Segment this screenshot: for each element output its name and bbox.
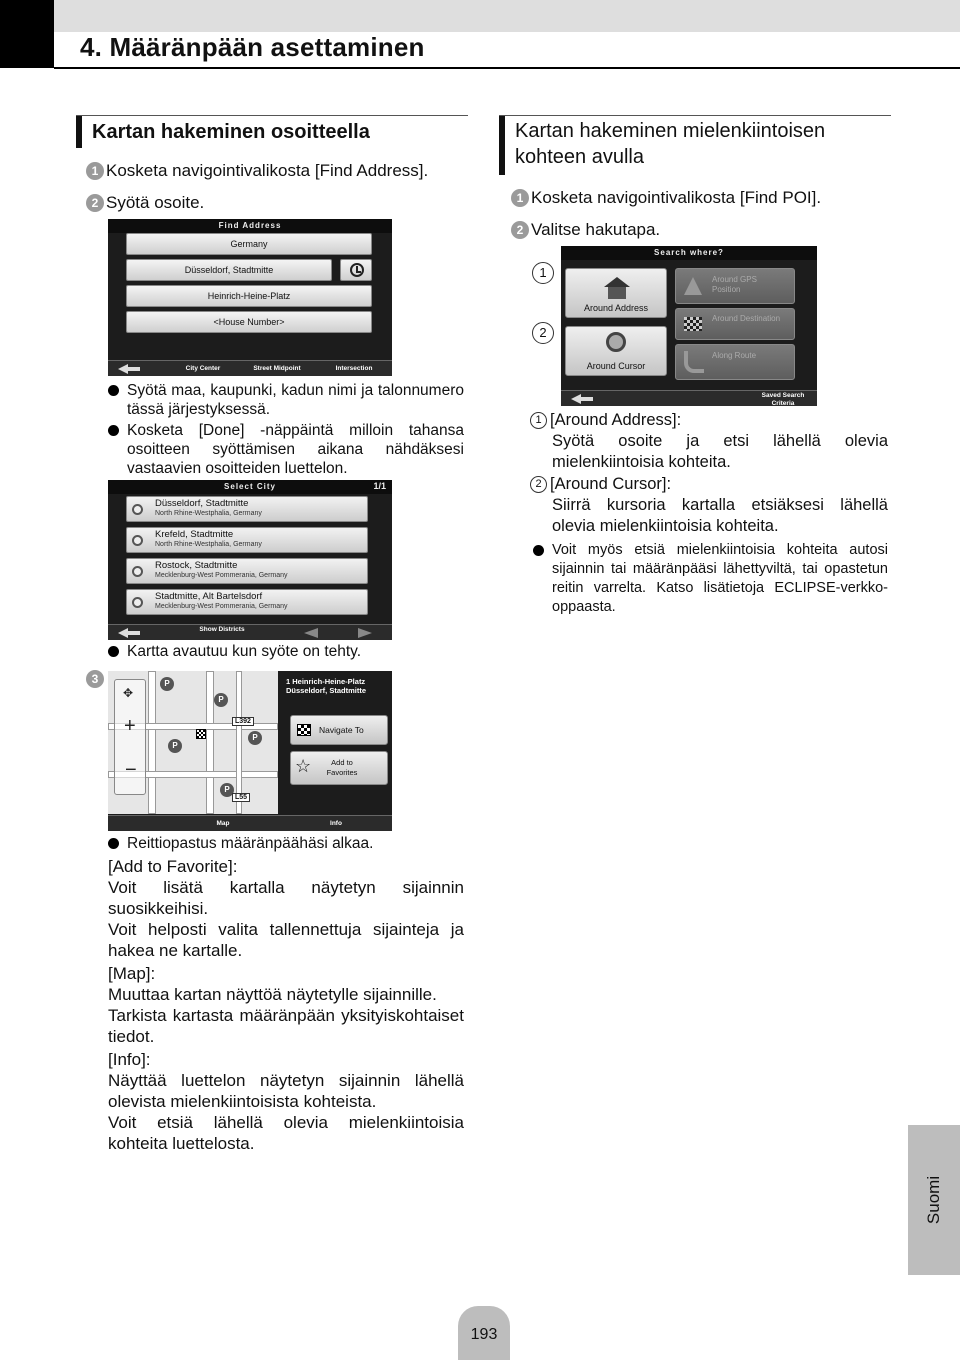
left-step-1: [86, 160, 466, 182]
step-number-badge: 1: [86, 162, 104, 180]
left-section-heading: [76, 115, 468, 148]
softkey-bar: [108, 815, 392, 831]
step-number-badge: 2: [511, 221, 529, 239]
left-step-2-text: Syötä osoite.: [106, 193, 205, 212]
screen-title: Find Address: [108, 219, 392, 233]
right-bullet: Voit myös etsiä mielenkiintoisia kohteita autosi sijainnin tai määränpääsi lähettyviltä, tai opastetun reitin varrelta. Katso lisätietoja ECLIPSE-verkko-oppaasta.: [533, 541, 888, 617]
saved-search-criteria-button[interactable]: Saved Search Criteria: [761, 392, 805, 406]
left-bullet-4: Reittiopastus määränpäähäsi alkaa.: [108, 834, 464, 853]
route-icon: [684, 351, 704, 373]
house-icon: [604, 277, 630, 287]
find-address-screenshot: [108, 219, 392, 376]
step-number-badge: 2: [86, 194, 104, 212]
screen-title: Search where?: [561, 246, 817, 260]
left-heading-text: Kartan hakeminen osoitteella: [92, 121, 370, 143]
step-number-badge: 3: [86, 670, 104, 688]
paragraph: [Map]:: [108, 964, 156, 983]
paragraph: Näyttää luettelon näytetyn sijainnin lähellä olevista mielenkiintoisista kohteista.: [108, 1071, 464, 1111]
paragraph: [Add to Favorite]:: [108, 857, 238, 876]
page-indicator: 1/1: [373, 481, 386, 491]
zoom-out-icon[interactable]: −: [125, 759, 137, 781]
page-down-icon[interactable]: [358, 628, 372, 638]
paragraph: [Info]:: [108, 1050, 151, 1069]
page-number: 193: [458, 1306, 510, 1360]
left-bullet-1: Syötä maa, kaupunki, kadun nimi ja talonnumero tässä järjestyksessä.: [108, 381, 464, 419]
bullet-dot: [533, 545, 544, 556]
along-route-button[interactable]: Along Route: [675, 344, 795, 380]
map-screenshot: [108, 671, 392, 831]
city-center-button[interactable]: City Center: [185, 365, 221, 372]
paragraph: Muuttaa kartan näyttöä näytetylle sijainnille.: [108, 985, 437, 1004]
select-city-screenshot: [108, 480, 392, 640]
destination-flag-icon: [196, 729, 206, 739]
address-line-1: 1 Heinrich-Heine-Platz: [286, 677, 366, 686]
back-arrow-icon[interactable]: [571, 394, 581, 404]
search-where-screenshot: [561, 246, 817, 406]
title-rule: [54, 67, 960, 69]
corner-block: [0, 0, 54, 68]
city-row[interactable]: Rostock, Stadtmitte Mecklenburg-West Pommerania, Germany: [126, 558, 368, 584]
right-section-heading: [499, 115, 891, 175]
address-line-2: Düsseldorf, Stadtmitte: [286, 686, 367, 695]
around-address-button[interactable]: Around Address: [565, 268, 667, 318]
header-band: [54, 0, 960, 32]
checkered-flag-icon: [684, 317, 702, 331]
back-arrow-icon[interactable]: [118, 628, 128, 638]
bullet-dot: [108, 838, 119, 849]
callout-1: 1: [532, 262, 554, 284]
language-tab: [908, 1125, 960, 1275]
item-label: [Around Cursor]:: [550, 475, 672, 493]
item-text: Siirrä kursoria kartalla etsiäksesi lähellä olevia mielenkiintoisia kohteita.: [552, 496, 888, 535]
gps-arrow-icon: [684, 277, 702, 295]
road-label: L55: [232, 793, 250, 802]
checkered-flag-icon: [297, 724, 311, 736]
clock-icon[interactable]: [340, 259, 372, 281]
location-icon: [132, 597, 143, 608]
map-view[interactable]: P P P P P L392 L55 ✥ + −: [108, 671, 278, 814]
street-midpoint-button[interactable]: Street Midpoint: [253, 365, 301, 372]
show-districts-button[interactable]: Show Districts: [199, 626, 245, 633]
right-item-1: [530, 410, 888, 473]
map-button[interactable]: Map: [216, 820, 230, 827]
back-arrow-icon[interactable]: [118, 364, 128, 374]
city-field[interactable]: Düsseldorf, Stadtmitte: [126, 259, 332, 281]
language-label: Suomi: [924, 1175, 943, 1225]
street-field[interactable]: Heinrich-Heine-Platz: [126, 285, 372, 307]
button-explanations: [108, 856, 464, 1154]
info-button[interactable]: Info: [330, 820, 342, 827]
paragraph: Voit helposti valita tallennettuja sijainteja ja hakea ne kartalle.: [108, 920, 464, 960]
paragraph: Voit lisätä kartalla näytetyn sijainnin suosikkeihisi.: [108, 878, 464, 918]
road-label: L392: [232, 717, 254, 726]
screen-title: Select City: [108, 480, 392, 494]
cursor-icon: [606, 332, 626, 352]
chapter-title: 4. Määränpään asettaminen: [80, 32, 425, 62]
add-to-favorites-button[interactable]: ☆ Add to Favorites: [290, 751, 388, 785]
item-number: 2: [530, 476, 547, 493]
left-bullet-2: Kosketa [Done] -näppäintä milloin tahansa osoitteen syöttämisen aikana nähdäksesi vastaavien osoitteiden luettelon.: [108, 421, 464, 478]
left-step-2: [86, 192, 466, 214]
intersection-button[interactable]: Intersection: [335, 365, 373, 372]
city-row[interactable]: Krefeld, Stadtmitte North Rhine-Westphalia, Germany: [126, 527, 368, 553]
pan-icon[interactable]: ✥: [123, 686, 134, 700]
right-step-1-text: Kosketa navigointivalikosta [Find POI].: [531, 188, 822, 207]
zoom-in-icon[interactable]: +: [124, 715, 136, 737]
softkey-bar: [108, 360, 392, 376]
around-cursor-button[interactable]: Around Cursor: [565, 326, 667, 376]
left-bullet-3: Kartta avautuu kun syöte on tehty.: [108, 642, 464, 661]
star-icon: ☆: [295, 756, 312, 776]
around-destination-button[interactable]: Around Destination: [675, 308, 795, 340]
item-text: Syötä osoite ja etsi lähellä olevia mielenkiintoisia kohteita.: [552, 432, 888, 471]
location-icon: [132, 504, 143, 515]
bullet-dot: [108, 385, 119, 396]
right-heading-line-2: kohteen avulla: [515, 146, 644, 168]
around-gps-position-button[interactable]: Around GPS Position: [675, 268, 795, 304]
right-step-1: [511, 187, 891, 209]
step-number-badge: 1: [511, 189, 529, 207]
paragraph: Voit etsiä lähellä olevia mielenkiintoisia kohteita luettelosta.: [108, 1113, 464, 1153]
page-up-icon[interactable]: [304, 628, 318, 638]
right-heading-line-1: Kartan hakeminen mielenkiintoisen: [515, 120, 826, 142]
right-step-2: [511, 219, 891, 241]
softkey-bar: [108, 624, 392, 640]
city-row[interactable]: Düsseldorf, Stadtmitte North Rhine-Westphalia, Germany: [126, 496, 368, 522]
city-row[interactable]: Stadtmitte, Alt Bartelsdorf Mecklenburg-West Pommerania, Germany: [126, 589, 368, 615]
zoom-control: [114, 679, 146, 795]
location-icon: [132, 535, 143, 546]
house-number-field[interactable]: <House Number>: [126, 311, 372, 333]
left-step-1-text: Kosketa navigointivalikosta [Find Address].: [106, 161, 429, 180]
softkey-bar: [561, 390, 817, 406]
location-icon: [132, 566, 143, 577]
callout-2: 2: [532, 322, 554, 344]
navigate-to-button[interactable]: Navigate To: [290, 715, 388, 745]
country-field[interactable]: Germany: [126, 233, 372, 255]
right-step-2-text: Valitse hakutapa.: [531, 220, 661, 239]
bullet-dot: [108, 425, 119, 436]
paragraph: Tarkista kartasta määränpään yksityiskohtaiset tiedot.: [108, 1006, 464, 1046]
bullet-dot: [108, 646, 119, 657]
item-label: [Around Address]:: [550, 411, 682, 429]
item-number: 1: [530, 412, 547, 429]
right-item-2: [530, 474, 888, 537]
